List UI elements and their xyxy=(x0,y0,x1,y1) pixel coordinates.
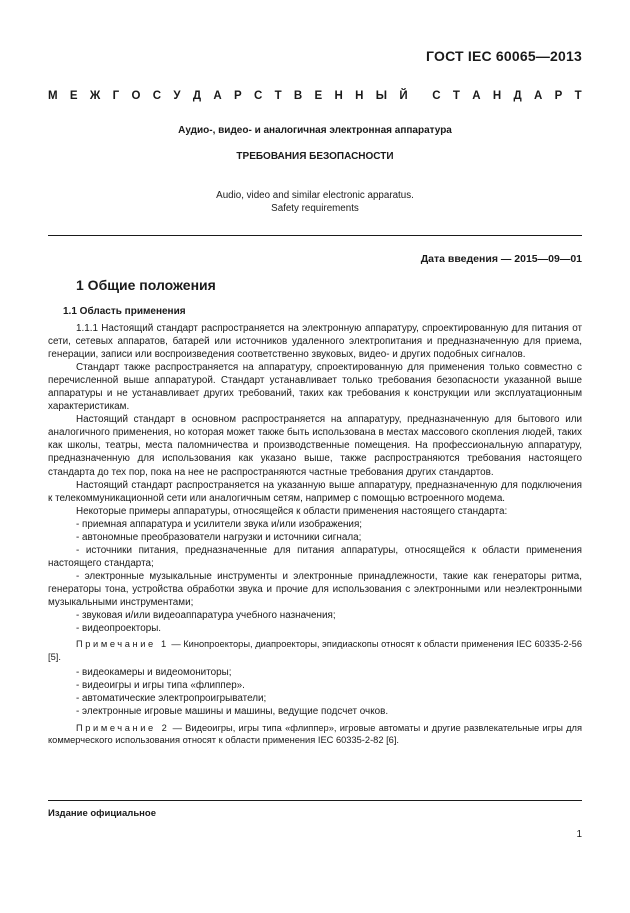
section-heading: 1 Общие положения xyxy=(76,277,216,293)
standard-number: ГОСТ IEC 60065—2013 xyxy=(426,48,582,64)
banner-letter: Д xyxy=(192,90,202,102)
banner-letter: Ы xyxy=(375,90,388,102)
interstate-standard-banner xyxy=(48,90,582,102)
banner-letter: Е xyxy=(314,90,323,102)
list-item: - электронные игровые машины и машины, ведущие подсчет очков. xyxy=(76,706,389,718)
banner-letter: Т xyxy=(274,90,282,102)
banner-letter: Р xyxy=(233,90,242,102)
note-label: Примечание 2 xyxy=(76,722,170,733)
footer-divider xyxy=(48,800,582,801)
list-item: - видеоигры и игры типа «флиппер». xyxy=(76,680,245,692)
note-text: — Видеоигры, игры типа «флиппер», игровые автоматы и другие развлекательные игры для коммерческого использования относят к области применения IEC 60335-2-82 [6]. xyxy=(48,722,582,746)
banner-letter: А xyxy=(472,90,481,102)
document-title-requirements: ТРЕБОВАНИЯ БЕЗОПАСНОСТИ xyxy=(236,151,394,162)
list-item: - видеопроекторы. xyxy=(76,623,162,635)
banner-letter: С xyxy=(253,90,263,102)
introduction-date: Дата введения — 2015—09—01 xyxy=(420,253,582,265)
note-1 xyxy=(48,638,582,663)
banner-letter: С xyxy=(432,90,441,102)
banner-letter: Н xyxy=(334,90,343,102)
banner-letter: Р xyxy=(554,90,563,102)
banner-letter: Е xyxy=(69,90,78,102)
banner-letter: С xyxy=(152,90,162,102)
note-text: — Кинопроекторы, диапроекторы, эпидиаскопы относят к области применения IEC 60335-2-56 [5]. xyxy=(48,639,583,662)
note-2 xyxy=(48,722,582,747)
list-item: - звуковая и/или видеоаппаратура учебного назначения; xyxy=(76,610,336,622)
banner-letter: Г xyxy=(112,90,120,102)
paragraph: Стандарт также распространяется на аппаратуру, спроектированную для применения только совместно с перечисленной выше аппаратурой. Стандарт устанавливает только требования безопасности указанной выше аппаратуры и не устанавливает других требований, таких как требования к конструкции или эксплуатационным характеристикам. xyxy=(48,362,582,413)
title-en-line1: Audio, video and similar electronic apparatus. xyxy=(216,190,414,201)
page-number: 1 xyxy=(576,829,582,840)
paragraph: Настоящий стандарт распространяется на указанную выше аппаратуру, предназначенную для подключения к телекоммуникационной сети или аналогичным сетям, например с помощью встроенного модема. xyxy=(48,479,582,504)
banner-letter: Ж xyxy=(89,90,101,102)
banner-letter: Н xyxy=(355,90,364,102)
document-title-en xyxy=(48,189,582,215)
banner-letter: А xyxy=(533,90,543,102)
banner-letter: У xyxy=(173,90,181,102)
list-item: - автоматические электропроигрыватели; xyxy=(76,693,267,705)
banner-letter: Й xyxy=(399,90,408,102)
banner-letter: Д xyxy=(513,90,522,102)
paragraph: 1.1.1 Настоящий стандарт распространяется на электронную аппаратуру, спроектированную для питания от сети, сетевых аппаратов, батарей или источников удаленного электропитания и предназначенную для приема, генерации, записи или воспроизведения соответственно звуковых, видео- и других подобных сигналов. xyxy=(48,323,582,361)
list-item: - автономные преобразователи нагрузки и источники сигнала; xyxy=(76,531,362,543)
banner-letter: А xyxy=(213,90,222,102)
banner-letter: Т xyxy=(452,90,460,102)
banner-letter: Н xyxy=(492,90,502,102)
official-edition-label: Издание официальное xyxy=(48,808,156,819)
paragraph: Некоторые примеры аппаратуры, относящейся к области применения настоящего стандарта: xyxy=(76,505,508,517)
document-body xyxy=(48,322,582,750)
note-label: Примечание 1 xyxy=(76,639,169,650)
title-en-line2: Safety requirements xyxy=(271,203,359,214)
header-divider xyxy=(48,235,582,236)
banner-letter: В xyxy=(293,90,303,102)
document-title-ru: Аудио-, видео- и аналогичная электронная аппаратура xyxy=(178,125,452,136)
banner-letter: Т xyxy=(574,90,582,102)
list-item: - источники питания, предназначенные для питания аппаратуры, относящейся к области применения настоящего стандарта; xyxy=(48,544,582,569)
banner-letter: М xyxy=(48,90,58,102)
subsection-heading: 1.1 Область применения xyxy=(63,306,186,317)
banner-letter: О xyxy=(131,90,141,102)
paragraph: Настоящий стандарт в основном распространяется на аппаратуру, предназначенную для бытового или аналогичного применения, но которая может также быть использована в местах массового скопления людей, таких как школы, театры, места паломничества и производственные помещения. На профессиональную аппаратуру, предназначенную для использования как указано выше, также распространяются требования настоящего стандарта до тех пор, пока на нее не распространяются частные требования других стандартов. xyxy=(48,414,582,478)
list-item: - электронные музыкальные инструменты и электронные принадлежности, такие как генераторы ритма, генераторы тона, устройства обработки звука и прочие для использования с электронными или неэлектронными музыкальными инструментами; xyxy=(48,570,582,608)
list-item: - приемная аппаратура и усилители звука и/или изображения; xyxy=(76,518,363,530)
list-item: - видеокамеры и видеомониторы; xyxy=(76,667,232,679)
